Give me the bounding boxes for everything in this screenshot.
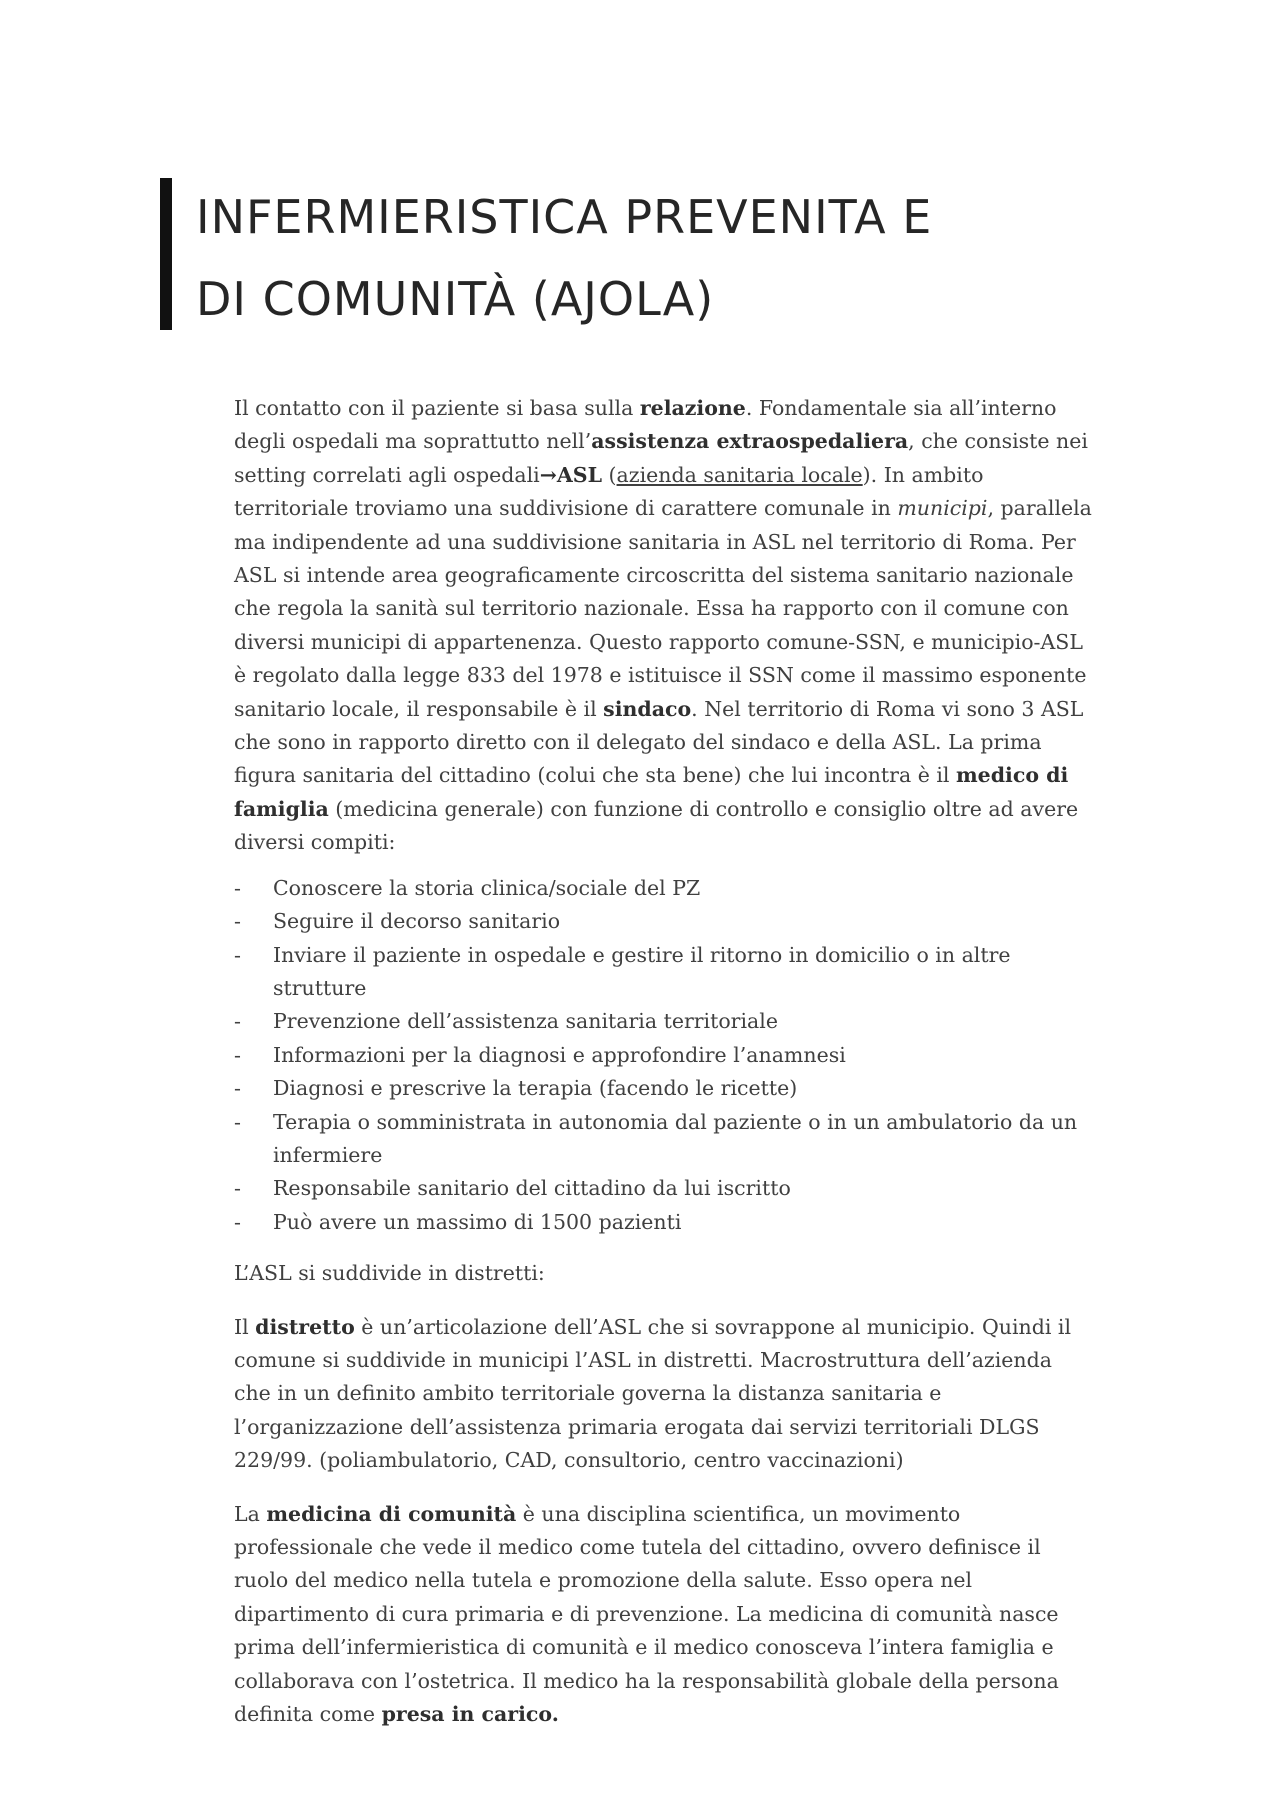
dash-bullet-icon: -: [234, 875, 241, 900]
text-span: Il: [234, 1314, 256, 1339]
list-item: [234, 1039, 1094, 1072]
dash-bullet-icon: -: [234, 1009, 241, 1034]
text-span: ). In ambito territoriale troviamo una suddivisione di carattere comunale in: [234, 462, 984, 521]
dash-bullet-icon: -: [234, 1076, 241, 1101]
paragraph-intro: [234, 392, 1094, 860]
dash-bullet-icon: -: [234, 1042, 241, 1067]
list-item: [234, 939, 1094, 1006]
list-item: [234, 1072, 1094, 1105]
bold-sindaco: sindaco: [603, 696, 692, 721]
arrow-right-icon: →: [539, 462, 557, 487]
paragraph-distretto: [234, 1311, 1094, 1478]
text-span: , parallela ma indipendente ad una suddivisione sanitaria in ASL nel territorio di Roma. Per ASL si intende area geograficamente circoscritta del sistema sanitario nazionale che regola la sanità sul territorio nazionale. Essa ha rapporto con il comune con diversi municipi di appartenenza. Questo rapporto comune-SSN, e municipio-ASL è regolato dalla legge 833 del 1978 e istituisce il SSN come il massimo esponente sanitario locale, il responsabile è il: [234, 496, 1092, 721]
bold-asl: ASL: [556, 462, 603, 487]
text-span: , che consiste nei setting correlati agli ospedali: [234, 429, 1088, 487]
title-accent-bar: [160, 178, 172, 330]
dash-bullet-icon: -: [234, 909, 241, 934]
text-span: è un’articolazione dell’ASL che si sovrappone al municipio. Quindi il comune si suddivide in municipi l’ASL in distretti. Macrostruttura dell’azienda che in un definito ambito territoriale governa la distanza sanitaria e l’organizzazione dell’assistenza primaria erogata dai servizi territoriali DLGS 229/99. (poliambulatorio, CAD, consultorio, centro vaccinazioni): [234, 1314, 1072, 1473]
list-item: [234, 1106, 1094, 1173]
text-span: (: [602, 462, 617, 487]
italic-municipi: municipi: [897, 496, 988, 521]
underlined-azienda-sanitaria-locale: azienda sanitaria locale: [616, 462, 863, 487]
list-item-text: Responsabile sanitario del cittadino da lui iscritto: [273, 1176, 791, 1201]
text-span: è una disciplina scientifica, un movimento professionale che vede il medico come tutela del cittadino, ovvero definisce il ruolo del medico nella tutela e promozione della salute. Esso opera nel dipartimento di cura primaria e di prevenzione. La medicina di comunità nasce prima dell’infermieristica di comunità e il medico conosceva l’intera famiglia e collaborava con l’ostetrica. Il medico ha la responsabilità globale della persona definita come: [234, 1501, 1059, 1727]
document-body: [234, 392, 1094, 1751]
text-span: . Fondamentale sia all’interno degli ospedali ma soprattutto nell’: [234, 396, 1057, 454]
text-span: Il contatto con il paziente si basa sulla: [234, 396, 640, 420]
dash-bullet-icon: -: [234, 1176, 241, 1201]
list-item-text: Informazioni per la diagnosi e approfondire l’anamnesi: [273, 1042, 846, 1067]
dash-bullet-icon: -: [234, 942, 241, 967]
text-span: . Nel territorio di Roma vi sono 3 ASL che sono in rapporto diretto con il delegato del sindaco e della ASL. La prima figura sanitaria del cittadino (colui che sta bene) che lui incontra è il: [234, 696, 1084, 788]
paragraph-medicina-di-comunita: [234, 1498, 1094, 1732]
text-span: La: [234, 1501, 267, 1526]
list-item-text: Conoscere la storia clinica/sociale del PZ: [273, 875, 701, 900]
list-item: [234, 872, 1094, 905]
dash-bullet-icon: -: [234, 1109, 241, 1134]
list-item: [234, 905, 1094, 938]
list-item-text: Prevenzione dell’assistenza sanitaria territoriale: [273, 1009, 778, 1034]
duties-list: [234, 872, 1094, 1239]
list-item-text: Seguire il decorso sanitario: [273, 909, 561, 934]
paragraph-asl-distretti: L’ASL si suddivide in distretti:: [234, 1261, 545, 1286]
text-span: (medicina generale) con funzione di controllo e consiglio oltre ad avere diversi compiti:: [234, 796, 1079, 855]
bold-medico-di-famiglia: medico di famiglia: [234, 763, 1069, 821]
list-item: [234, 1005, 1094, 1038]
bold-presa-in-carico: presa in carico.: [381, 1702, 559, 1727]
list-item: [234, 1172, 1094, 1205]
list-item-text: Può avere un massimo di 1500 pazienti: [273, 1209, 682, 1234]
title-line-2: DI COMUNITÀ (AJOLA): [196, 272, 715, 326]
list-item: [234, 1206, 1094, 1239]
bold-medicina-di-comunita: medicina di comunità: [266, 1501, 517, 1526]
bold-distretto: distretto: [255, 1314, 355, 1339]
list-item-text: Diagnosi e prescrive la terapia (facendo le ricette): [273, 1076, 798, 1101]
title-line-1: INFERMIERISTICA PREVENITA E: [196, 190, 933, 244]
dash-bullet-icon: -: [234, 1209, 241, 1234]
list-item-text: Inviare il paziente in ospedale e gestire il ritorno in domicilio o in altre strutture: [273, 942, 1011, 1000]
bold-relazione: relazione: [639, 396, 746, 420]
list-item-text: Terapia o somministrata in autonomia dal paziente o in un ambulatorio da un infermiere: [273, 1109, 1078, 1167]
bold-assistenza-extraospedaliera: assistenza extraospedaliera: [591, 429, 909, 454]
